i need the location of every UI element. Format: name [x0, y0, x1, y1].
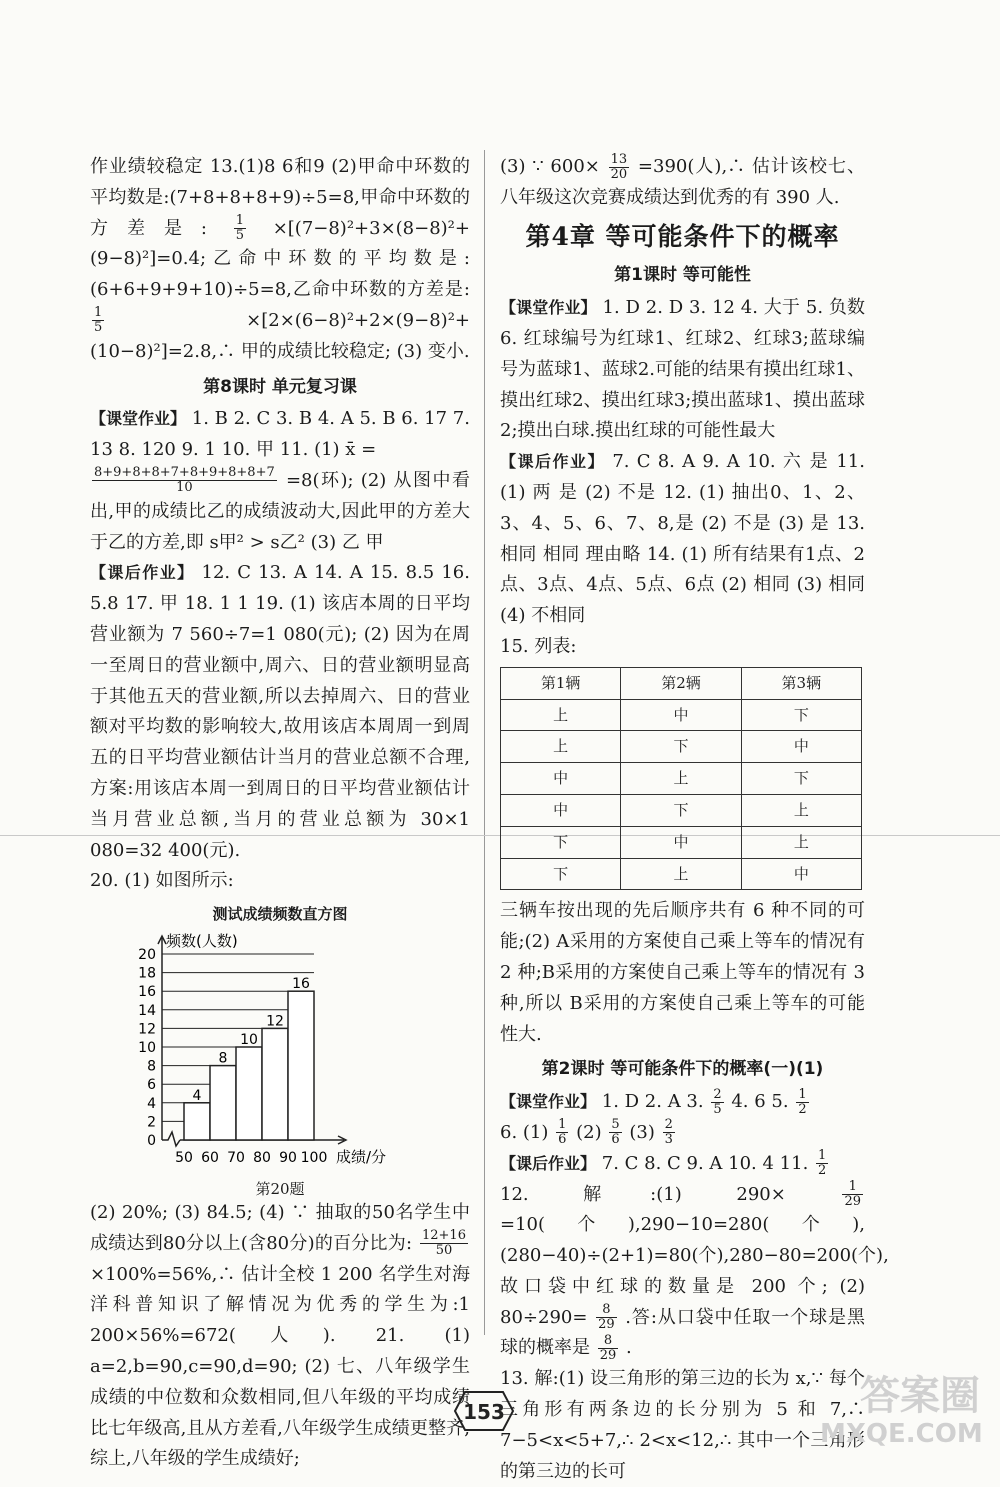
table-row — [501, 763, 862, 795]
table-cell: 下 — [741, 763, 861, 795]
bar-value-label: 16 — [292, 976, 310, 993]
x-axis-label: 成绩/分 — [336, 1147, 387, 1166]
table-row — [501, 699, 862, 731]
bar-value-label: 8 — [218, 1050, 228, 1067]
watermark-url: MXQE.COM — [820, 1419, 983, 1449]
table-cell: 中 — [501, 763, 621, 795]
x-tick-label: 90 — [279, 1149, 297, 1166]
paragraph-class-work: 【课堂作业】 1. B 2. C 3. B 4. A 5. B 6. 17 7. 13 8. 120 9. 1 10. 甲 11. (1) x̄ = $\frac{8+9+8+8+7+8+9+8+8+7}{10}$ =8(环); (2) 从图中看出,甲的成绩比乙的成绩波动大,因此甲的方差大于乙的方差,即 s甲² > s乙² (3) 乙 甲 — [90, 408, 470, 553]
table-row — [501, 731, 862, 763]
table-row — [501, 858, 862, 890]
table-cell: 中 — [741, 858, 861, 890]
paragraph-q15: 15. 列表: — [500, 635, 577, 657]
paragraph-q6: 6. (1) $\frac{1}{6}$ (2) $\frac{5}{6}$ (3) $\frac{2}{3}$ — [500, 1117, 673, 1148]
table-cell: 上 — [501, 699, 621, 731]
table-cell: 上 — [501, 731, 621, 763]
paragraph-variance: 作业绩较稳定 13.(1)8 6和9 (2)甲命中环数的平均数是:(7+8+8+8+9)÷5=8,甲命中环数的方差是: $\frac{1}{5}$ ×[(7−8)²+3×(8−8)²+(9−8)²]=0.4;乙命中环数的平均数是:(6+6+9+9+10)÷5=8,乙命中环数的方差是: $\frac{1}{5}$ ×[2×(6−8)²+2×(9−8)²+(10−8)²]=2.8,∴ 甲的成绩比较稳定; (3) 变小. — [90, 156, 470, 362]
histogram-svg — [90, 932, 390, 1180]
table-cell: 下 — [501, 858, 621, 890]
page-number-frame-icon — [453, 1388, 515, 1434]
histogram-bar — [210, 1066, 236, 1140]
paragraph-q13: 13. 解:(1) 设三角形的第三边的长为 x,∵ 每个三角形有两条边的长分别为 5 和 7,∴ 7−5<x<5+7,∴ 2<x<12,∴ 其中一个三角形的第三边的长可 — [500, 1368, 865, 1482]
class-work-tag: 【课堂作业】 — [500, 1092, 597, 1112]
y-tick-label: 14 — [138, 1002, 156, 1019]
x-tick-label: 50 — [175, 1149, 193, 1166]
paragraph-homework-2: 【课后作业】 7. C 8. C 9. A 10. 4 11. $\frac{1}{2}$ — [500, 1148, 827, 1179]
table-header: 第3辆 — [741, 667, 861, 699]
paragraph-class-work-2: 【课堂作业】 1. D 2. A 3. $\frac{2}{5}$ 4. 6 5. $\frac{1}{2}$ — [500, 1086, 807, 1117]
table-cell: 中 — [621, 699, 741, 731]
homework-tag: 【课后作业】 — [500, 1153, 597, 1173]
paragraph-q20: 20. (1) 如图所示: — [90, 870, 234, 892]
y-tick-label: 10 — [138, 1039, 156, 1056]
chart-caption: 第20题 — [255, 1179, 305, 1198]
x-tick-label: 70 — [227, 1149, 245, 1166]
y-tick-label: 8 — [147, 1058, 156, 1075]
table-cell: 上 — [741, 826, 861, 858]
fraction: $\frac{8}{29}$ — [599, 1332, 617, 1363]
histogram-bar — [262, 1028, 288, 1140]
x-tick-label: 100 — [300, 1149, 328, 1166]
table-cell: 中 — [741, 731, 861, 763]
paragraph-q3: (3) ∵ 600× $\frac{13}{20}$ =390(人),∴ 估计该校七、八年级这次竞赛成绩达到优秀的有 390 人. — [500, 151, 865, 208]
fraction: $\frac{1}{29}$ — [844, 1179, 861, 1209]
bar-value-label: 10 — [240, 1031, 258, 1048]
watermark-title: 答案圈 — [860, 1373, 980, 1419]
histogram-bar — [184, 1103, 210, 1140]
class-work-tag: 【课堂作业】 — [90, 409, 187, 429]
section-title: 第2课时 等可能条件下的概率(一)(1) — [541, 1059, 824, 1080]
fraction: $\frac{1}{5}$ — [94, 305, 103, 336]
table-cell: 下 — [621, 794, 741, 826]
y-axis-label: 频数(人数) — [166, 931, 238, 950]
fraction: $\frac{1}{5}$ — [235, 213, 244, 244]
fraction: $\frac{2}{5}$ — [713, 1086, 722, 1117]
histogram-bar — [236, 1047, 262, 1140]
table-cell: 下 — [501, 826, 621, 858]
paragraph-class-work: 【课堂作业】 1. D 2. D 3. 12 4. 大于 5. 负数 6. 红球编号为红球1、红球2、红球3;蓝球编号为蓝球1、蓝球2.可能的结果有摸出红球1、摸出红球2、摸出红球3;摸出蓝球1、摸出蓝球2;摸出白球.摸出红球的可能性最大 — [500, 297, 865, 442]
fraction: $\frac{1}{2}$ — [798, 1086, 807, 1117]
right-column — [500, 151, 889, 1487]
table-cell: 中 — [621, 826, 741, 858]
histogram-bar — [288, 991, 314, 1140]
x-tick-label: 80 — [253, 1149, 271, 1166]
table-cell: 上 — [621, 858, 741, 890]
table-cell: 下 — [741, 699, 861, 731]
page-number-badge — [453, 1388, 515, 1434]
histogram-chart — [90, 932, 470, 1180]
y-tick-label: 4 — [147, 1095, 156, 1112]
fraction: $\frac{5}{6}$ — [611, 1117, 620, 1148]
watermark-logo — [820, 1373, 983, 1463]
fraction: $\frac{8+9+8+8+7+8+9+8+8+7}{10}$ — [94, 465, 275, 496]
table-header-row — [501, 667, 862, 699]
fraction: $\frac{13}{20}$ — [610, 151, 628, 182]
x-tick-label: 60 — [201, 1149, 219, 1166]
table-cell: 下 — [621, 731, 741, 763]
y-tick-label: 20 — [138, 946, 156, 963]
combination-table — [500, 667, 862, 891]
fraction: $\frac{2}{3}$ — [664, 1117, 673, 1148]
bar-value-label: 12 — [266, 1013, 284, 1030]
y-tick-label: 12 — [138, 1021, 156, 1038]
y-tick-label: 16 — [138, 984, 156, 1001]
table-header: 第2辆 — [621, 667, 741, 699]
paragraph-homework: 【课后作业】 12. C 13. A 14. A 15. 8.5 16. 5.8 17. 甲 18. 1 1 19. (1) 该店本周的日平均营业额为 7 560÷7=1 080(元); (2) 因为在周一至周日的营业额中,周六、日的营业额明显高于其他五天的营业额,所以去掉周六、日的营业额对平均数的影响较大,故用该店本周周一到周五的日平均营业额估计当月的营业总额不合理,方案:用该店本周一到周日的日平均营业额估计当月营业总额,当月的营业总额为 30×1 080=32 400(元). — [90, 562, 470, 861]
column-divider — [484, 150, 485, 1335]
class-work-tag: 【课堂作业】 — [500, 298, 597, 318]
homework-tag: 【课后作业】 — [500, 452, 606, 472]
fraction: $\frac{1}{6}$ — [558, 1117, 567, 1148]
left-column — [90, 152, 470, 1475]
page-number: 153 — [463, 1400, 505, 1424]
chart-title: 测试成绩频数直方图 — [212, 905, 348, 924]
table-cell: 中 — [501, 794, 621, 826]
bar-value-label: 4 — [192, 1087, 202, 1104]
paragraph-homework: 【课后作业】 7. C 8. A 9. A 10. 六 是 11. (1) 两 是 (2) 不是 12. (1) 抽出0、1、2、3、4、5、6、7、8,是 (2) 不是 (3) 是 13. 相同 相同 理由略 14. (1) 所有结果有1点、2点、3点、4点、5点、6点 (2) 相同 (3) 相同 (4) 不相同 — [500, 451, 865, 627]
axis-break — [162, 1132, 180, 1146]
paragraph-q20-answers: (2) 20%; (3) 84.5; (4) ∵ 抽取的50名学生中成绩达到80分以上(含80分)的百分比为: $\frac{12+16}{50}$ ×100%=56%,∴ 估计全校 1 200 名学生对海洋科普知识了解情况为优秀的学生为:1 200×56%=672(人). 21. (1) a=2,b=90,c=90,d=90; (2) 七、八年级学生成绩的中位数和众数相同,但八年级的平均成绩比七年级高,且从方差看,八年级学生成绩更整齐,综上,八年级的学生成绩好; — [90, 1201, 470, 1470]
paragraph-q15-answer: 三辆车按出现的先后顺序共有 6 种不同的可能;(2) A采用的方案使自己乘上等车的情况有 2 种;B采用的方案使自己乘上等车的情况有 3 种,所以 B采用的方案使自己乘上等车的可能性大. — [500, 900, 865, 1045]
fraction: $\frac{1}{2}$ — [818, 1148, 827, 1179]
table-cell: 上 — [621, 763, 741, 795]
y-tick-label: 0 — [147, 1132, 156, 1149]
fraction: $\frac{12+16}{50}$ — [422, 1228, 466, 1259]
y-tick-label: 2 — [147, 1114, 156, 1131]
chapter-title: 第4章 等可能条件下的概率 — [525, 221, 840, 251]
table-cell: 上 — [741, 794, 861, 826]
fraction: $\frac{8}{29}$ — [598, 1302, 615, 1333]
homework-tag: 【课后作业】 — [90, 563, 195, 583]
table-row — [501, 794, 862, 826]
section-title: 第8课时 单元复习课 — [203, 376, 357, 397]
y-tick-label: 6 — [147, 1077, 156, 1094]
table-row — [501, 826, 862, 858]
section-title: 第1课时 等可能性 — [614, 265, 751, 286]
y-tick-label: 18 — [138, 965, 156, 982]
table-header: 第1辆 — [501, 667, 621, 699]
paragraph-q12: 12. 解:(1) 290× $\frac{1}{29}$ =10(个),290−10=280(个),(280−40)÷(2+1)=80(个),280−80=200(个),故口袋中红球的数量是 200 个; (2) 80÷290= $\frac{8}{29}$ .答:从口袋中任取一个球是黑球的概率是 $\frac{8}{29}$ . — [500, 1179, 889, 1363]
